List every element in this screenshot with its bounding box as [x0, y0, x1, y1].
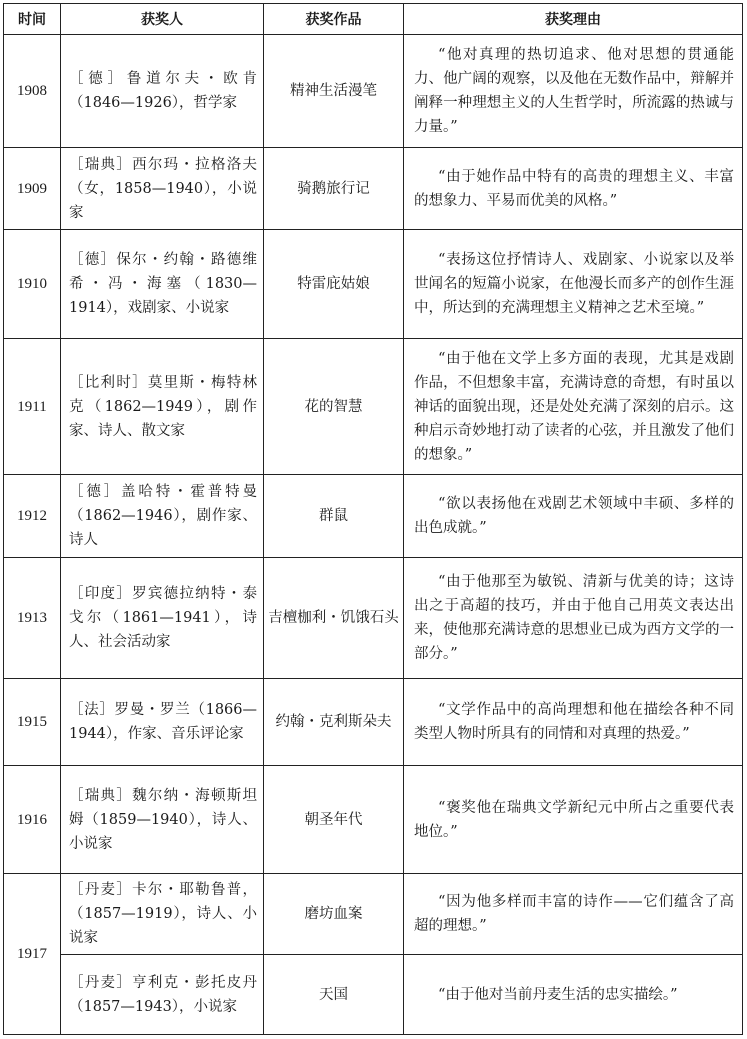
cell-reason: [404, 148, 743, 230]
reason-text: “欲以表扬他在戏剧艺术领域中丰硕、多样的出色成就。”: [414, 496, 734, 536]
cell-winner: ［比利时］莫里斯・梅特林克（1862—1949），剧作家、诗人、散文家: [61, 339, 264, 475]
cell-year: 1912: [4, 475, 61, 558]
table-row: [4, 874, 743, 955]
cell-reason: [404, 558, 743, 679]
cell-year: 1916: [4, 766, 61, 874]
cell-winner: ［法］罗曼・罗兰（1866—1944），作家、音乐评论家: [61, 679, 264, 766]
cell-winner: ［德］盖哈特・霍普特曼（1862—1946），剧作家、诗人: [61, 475, 264, 558]
reason-text: “由于他在文学上多方面的表现，尤其是戏剧作品，不但想象丰富，充满诗意的奇想，有时虽以神话的面貌出现，还是处处充满了深刻的启示。这种启示奇妙地打动了读者的心弦，并且激发了他们的想象。”: [414, 350, 734, 463]
reason-text: “由于他对当前丹麦生活的忠实描绘。”: [438, 986, 678, 1003]
table-header-row: [4, 4, 743, 35]
header-work: 获奖作品: [264, 4, 404, 35]
table-row: [4, 230, 743, 339]
reason-text: “他对真理的热切追求、他对思想的贯通能力、他广阔的观察，以及他在无数作品中，辩解并阐释一种理想主义的人生哲学时，所流露的热诚与力量。”: [414, 47, 734, 135]
cell-year: 1913: [4, 558, 61, 679]
cell-reason: [404, 874, 743, 955]
table-row: [4, 679, 743, 766]
reason-text: “表扬这位抒情诗人、戏剧家、小说家以及举世闻名的短篇小说家，在他漫长而多产的创作生涯中，所达到的充满理想主义精神之艺术至境。”: [414, 252, 734, 316]
reason-text: “文学作品中的高尚理想和他在描绘各种不同类型人物时所具有的同情和对真理的热爱。”: [414, 702, 734, 742]
cell-reason: [404, 230, 743, 339]
cell-work: 花的智慧: [264, 339, 404, 475]
cell-winner: ［丹麦］亨利克・彭托皮丹（1857—1943），小说家: [61, 955, 264, 1035]
cell-winner: ［丹麦］卡尔・耶勒鲁普，（1857—1919），诗人、小说家: [61, 874, 264, 955]
cell-winner: ［德］保尔・约翰・路德维希・冯・海塞（1830—1914），戏剧家、小说家: [61, 230, 264, 339]
reason-text: “褒奖他在瑞典文学新纪元中所占之重要代表地位。”: [414, 799, 734, 840]
cell-reason: [404, 339, 743, 475]
cell-reason: [404, 35, 743, 148]
nobel-literature-table: [3, 3, 743, 1035]
header-time: 时间: [4, 4, 61, 35]
header-reason: 获奖理由: [404, 4, 743, 35]
cell-year: 1911: [4, 339, 61, 475]
table-row: [4, 558, 743, 679]
cell-reason: [404, 766, 743, 874]
cell-year: 1909: [4, 148, 61, 230]
reason-text: “由于他那至为敏锐、清新与优美的诗；这诗出之于高超的技巧，并由于他自己用英文表达出来，使他那充满诗意的思想业已成为西方文学的一部分。”: [414, 574, 734, 662]
cell-reason: [404, 955, 743, 1035]
cell-work: 约翰・克利斯朵夫: [264, 679, 404, 766]
cell-reason: [404, 679, 743, 766]
header-winner: 获奖人: [61, 4, 264, 35]
cell-work: 磨坊血案: [264, 874, 404, 955]
cell-year: 1908: [4, 35, 61, 148]
cell-year: 1910: [4, 230, 61, 339]
reason-text: “因为他多样而丰富的诗作——它们蕴含了高超的理想。”: [414, 894, 734, 934]
cell-work: 天国: [264, 955, 404, 1035]
cell-winner: ［德］鲁道尔夫・欧肯（1846—1926），哲学家: [61, 35, 264, 148]
cell-work: 精神生活漫笔: [264, 35, 404, 148]
table-row: [4, 475, 743, 558]
table-row: [4, 955, 743, 1035]
table-row: [4, 339, 743, 475]
reason-text: “由于她作品中特有的高贵的理想主义、丰富的想象力、平易而优美的风格。”: [414, 168, 734, 209]
cell-work: 吉檀枷利・饥饿石头: [264, 558, 404, 679]
table-row: [4, 35, 743, 148]
cell-winner: ［瑞典］西尔玛・拉格洛夫（女，1858—1940），小说家: [61, 148, 264, 230]
cell-work: 骑鹅旅行记: [264, 148, 404, 230]
cell-winner: ［印度］罗宾德拉纳特・泰戈尔（1861—1941），诗人、社会活动家: [61, 558, 264, 679]
table-row: [4, 766, 743, 874]
cell-winner: ［瑞典］魏尔纳・海顿斯坦姆（1859—1940），诗人、小说家: [61, 766, 264, 874]
table-row: [4, 148, 743, 230]
cell-year: 1915: [4, 679, 61, 766]
cell-year: 1917: [4, 874, 61, 1035]
nobel-table-page: [3, 3, 743, 1035]
cell-reason: [404, 475, 743, 558]
cell-work: 朝圣年代: [264, 766, 404, 874]
cell-work: 特雷庇姑娘: [264, 230, 404, 339]
cell-work: 群鼠: [264, 475, 404, 558]
